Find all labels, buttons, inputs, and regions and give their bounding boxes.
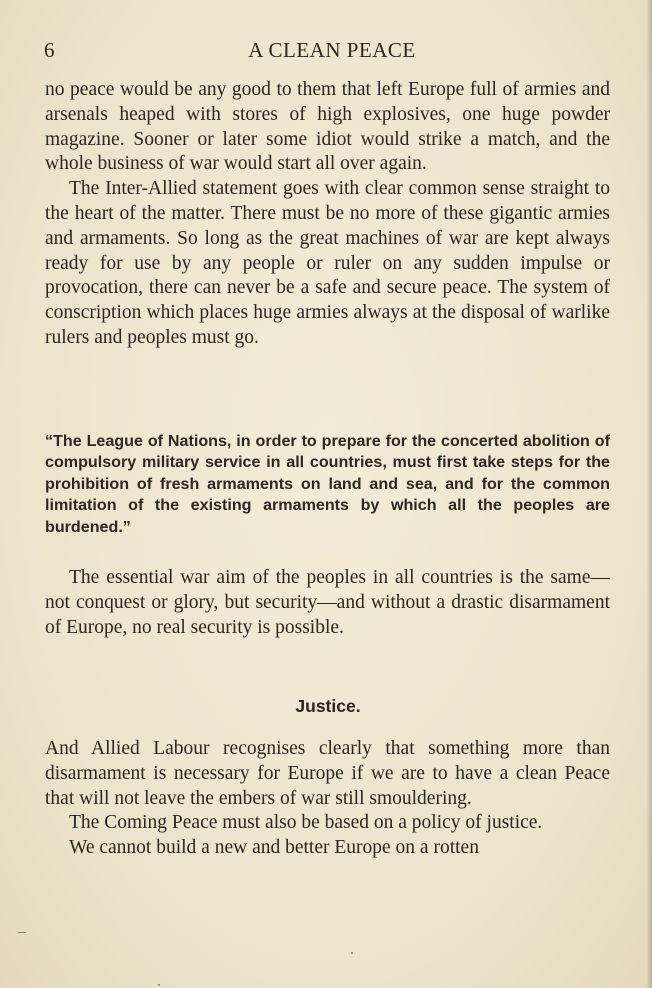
- paper-speck: [158, 984, 160, 986]
- page-number: 6: [44, 38, 55, 62]
- paper-speck: [351, 952, 353, 954]
- text-block-war-aim: [45, 566, 610, 640]
- running-head: A CLEAN PEACE: [248, 38, 416, 62]
- paragraph-continued: no peace would be any good to them that left Europe full of armies and arsenals heaped with stores of high explosives, one huge powder magazine. Sooner or later some idiot would strike a match, and the whole business of war would start all over again.: [45, 79, 610, 175]
- paragraph-rotten: We cannot build a new and better Europe on a rotten: [69, 837, 479, 859]
- page-edge-shadow: [646, 0, 652, 988]
- paragraph-allied-labour: And Allied Labour recognises clearly that something more than disarmament is necessary for Europe if we are to have a clean Peace that will not leave the embers of war still smouldering.: [45, 738, 610, 809]
- section-heading-justice: Justice.: [295, 696, 361, 716]
- text-block-justice: [45, 737, 610, 861]
- paper-speck: [18, 932, 26, 933]
- page-header: [44, 38, 610, 64]
- text-block-opening: [45, 78, 610, 351]
- block-quote: “The League of Nations, in order to prepare for the concerted abolition of compulsory military service in all countries, must first take steps for the prohibition of fresh armaments on land and sea, and for the common limitation of the existing armaments by which all the peoples are burdened.”: [45, 432, 610, 536]
- paragraph-coming-peace: The Coming Peace must also be based on a policy of justice.: [69, 812, 543, 834]
- paragraph-war-aim: The essential war aim of the peoples in all countries is the same—not conquest or glory, but security—and without a drastic disarmament of Europe, no real security is possible.: [45, 567, 610, 638]
- paragraph-inter-allied: The Inter-Allied statement goes with clear common sense straight to the heart of the matter. There must be no more of these gigantic armies and armaments. So long as the great machines of war are kept always ready for use by any people or ruler on any sudden impulse or provocation, there can never be a safe and secure peace. The system of conscription which places huge armies always at the disposal of warlike rulers and peoples must go.: [45, 178, 610, 348]
